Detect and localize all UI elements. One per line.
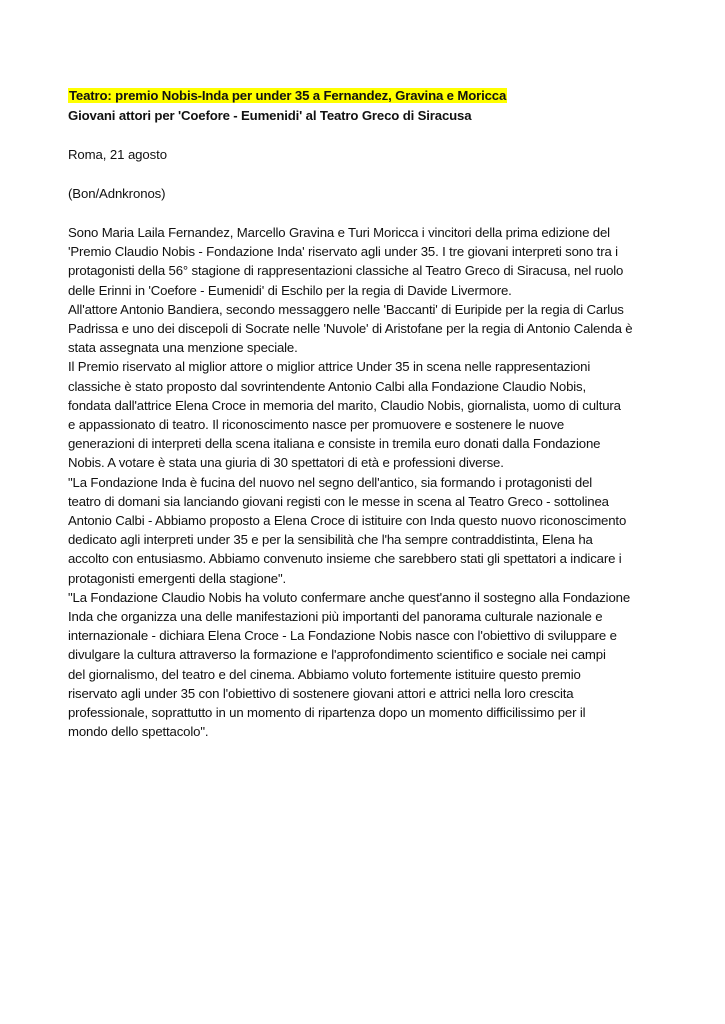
body-line: Sono Maria Laila Fernandez, Marcello Gravina e Turi Moricca i vincitori della prima edizione del xyxy=(68,225,610,240)
body-line: generazioni di interpreti della scena italiana e consiste in tremila euro donati dalla Fondazione xyxy=(68,436,601,452)
body-line: Antonio Calbi - Abbiamo proposto a Elena Croce di istituire con Inda questo nuovo riconoscimento xyxy=(68,513,627,529)
body-line: del giornalismo, del teatro e del cinema. Abbiamo voluto fortemente istituire questo premio xyxy=(68,666,581,682)
document-page xyxy=(68,86,668,741)
body-line: professionale, soprattutto in un momento di ripartenza dopo un momento difficilissimo per il xyxy=(68,705,586,721)
article-subtitle: Giovani attori per 'Coefore - Eumenidi' al Teatro Greco di Siracusa xyxy=(68,108,472,123)
title-highlight: Teatro: premio Nobis-Inda per under 35 a Fernandez, Gravina e Moricca xyxy=(69,88,507,103)
body-line: teatro di domani sia lanciando giovani registi con le messe in scena al Teatro Greco - sottolinea xyxy=(68,493,609,509)
body-line: divulgare la cultura attraverso la formazione e l'approfondimento scientifico e sociale nei campi xyxy=(68,647,606,663)
body-line: accolto con entusiasmo. Abbiamo convenuto insieme che sarebbero stati gli spettatori a indicare i xyxy=(68,551,622,567)
article-body xyxy=(68,223,668,741)
body-line: mondo dello spettacolo". xyxy=(68,724,209,740)
article-dateline: Roma, 21 agosto xyxy=(68,147,167,162)
body-line: Padrissa e uno dei discepoli di Socrate nelle 'Nuvole' di Aristofane per la regia di Antonio Calenda è xyxy=(68,321,633,337)
body-line: e appassionato di teatro. Il riconoscimento nasce per promuovere e sostenere le nuove xyxy=(68,417,564,433)
article-source: (Bon/Adnkronos) xyxy=(68,186,166,201)
body-line: delle Erinni in 'Coefore - Eumenidi' di Eschilo per la regia di Davide Livermore. xyxy=(68,282,512,298)
body-line: Il Premio riservato al miglior attore o miglior attrice Under 35 in scena nelle rappresentazioni xyxy=(68,359,591,375)
body-line: stata assegnata una menzione speciale. xyxy=(68,340,298,356)
body-line: protagonisti della 56° stagione di rappresentazioni classiche al Teatro Greco di Siracusa, nel ruolo xyxy=(68,263,624,279)
body-line: protagonisti emergenti della stagione". xyxy=(68,570,287,586)
body-line: "La Fondazione Claudio Nobis ha voluto confermare anche quest'anno il sostegno alla Fondazione xyxy=(68,589,631,605)
body-line: fondata dall'attrice Elena Croce in memoria del marito, Claudio Nobis, giornalista, uomo di cultura xyxy=(68,397,621,413)
article-title xyxy=(68,86,668,106)
body-line: 'Premio Claudio Nobis - Fondazione Inda' riservato agli under 35. I tre giovani interpreti sono tra i xyxy=(68,244,618,260)
body-line: dedicato agli interpreti under 35 e per la sensibilità che l'ha sempre contraddistinta, Elena ha xyxy=(68,532,593,548)
body-line: "La Fondazione Inda è fucina del nuovo nel segno dell'antico, sia formando i protagonisti del xyxy=(68,474,593,490)
body-line: Nobis. A votare è stata una giuria di 30 spettatori di età e professioni diverse. xyxy=(68,455,504,471)
body-line: internazionale - dichiara Elena Croce - La Fondazione Nobis nasce con l'obiettivo di sviluppare e xyxy=(68,628,617,644)
body-line: Inda che organizza una delle manifestazioni più importanti del panorama culturale nazionale e xyxy=(68,609,603,625)
body-line: All'attore Antonio Bandiera, secondo messaggero nelle 'Baccanti' di Euripide per la regia di Carlus xyxy=(68,301,624,317)
body-line: classiche è stato proposto dal sovrintendente Antonio Calbi alla Fondazione Claudio Nobis, xyxy=(68,378,586,394)
body-line: riservato agli under 35 con l'obiettivo di sostenere giovani attori e attrici nella loro crescita xyxy=(68,685,574,701)
